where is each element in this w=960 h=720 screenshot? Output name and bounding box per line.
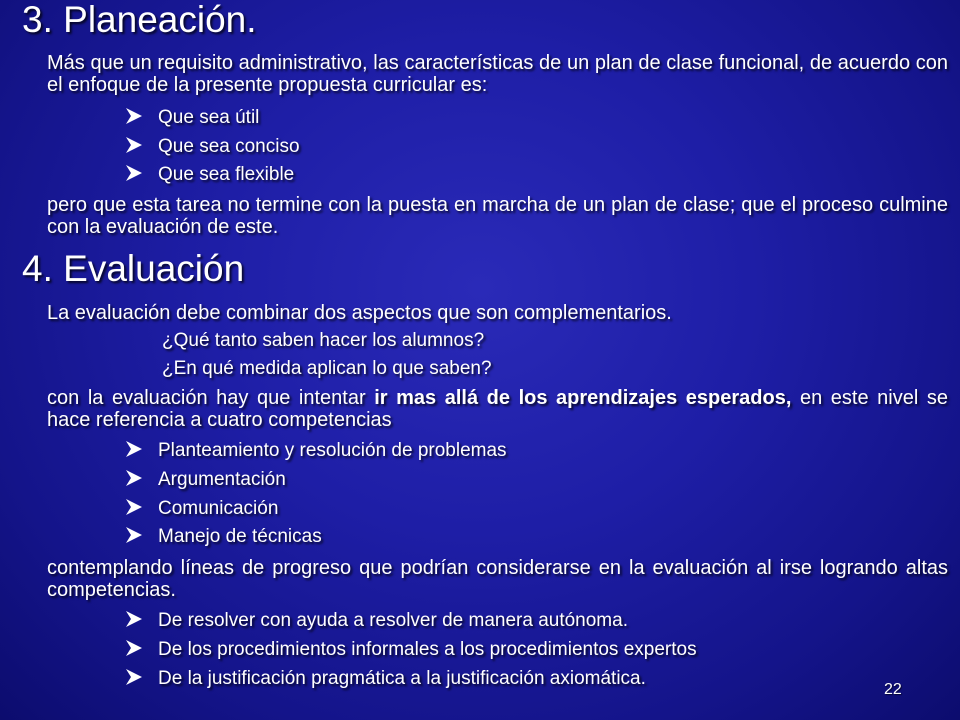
arrowhead-bullet-icon (124, 164, 158, 186)
question-item: ¿Qué tanto saben hacer los alumnos? (162, 330, 485, 351)
competencies-intro-emphasis: ir mas allá de los aprendizajes esperados, (374, 387, 792, 409)
competencies-intro-text-end: en este nivel se hace referencia a cuatro competencias (47, 387, 948, 431)
list-item-label: De los procedimientos informales a los procedimientos expertos (158, 639, 697, 660)
list-item-label: Comunicación (158, 498, 279, 519)
list-item-label: De la justificación pragmática a la justificación axiomática. (158, 668, 646, 689)
section-3-intro: Más que un requisito administrativo, las características de un plan de clase funcional, de acuerdo con el enfoque de la presente propuesta curricular es: (47, 52, 948, 96)
list-item (124, 440, 507, 462)
list-item (124, 668, 646, 690)
arrowhead-bullet-icon (124, 136, 158, 158)
arrowhead-bullet-icon (124, 639, 158, 661)
list-item-label: Que sea útil (158, 107, 260, 128)
list-item (124, 610, 628, 632)
section-3-closing: pero que esta tarea no termine con la puesta en marcha de un plan de clase; que el proceso culmine con la evaluación de este. (47, 194, 948, 238)
arrowhead-bullet-icon (124, 107, 158, 129)
list-item-label: Argumentación (158, 469, 286, 490)
arrowhead-bullet-icon (124, 498, 158, 520)
arrowhead-bullet-icon (124, 469, 158, 491)
competencies-intro-text: con la evaluación hay que intentar (47, 387, 375, 409)
page-number: 22 (884, 681, 902, 698)
section-3-heading: 3. Planeación. (22, 0, 257, 40)
list-item (124, 164, 294, 186)
list-item (124, 526, 322, 548)
arrowhead-bullet-icon (124, 668, 158, 690)
question-item: ¿En qué medida aplican lo que saben? (162, 358, 492, 379)
progress-intro: contemplando líneas de progreso que podrían considerarse en la evaluación al irse logrando altas competencias. (47, 557, 948, 601)
arrowhead-bullet-icon (124, 610, 158, 632)
list-item (124, 107, 259, 129)
list-item-label: De resolver con ayuda a resolver de manera autónoma. (158, 610, 628, 631)
list-item-label: Manejo de técnicas (158, 526, 322, 547)
list-item (124, 469, 286, 491)
section-4-intro: La evaluación debe combinar dos aspectos que son complementarios. (47, 302, 672, 324)
section-4-heading: 4. Evaluación (22, 248, 245, 289)
list-item (124, 498, 278, 520)
arrowhead-bullet-icon (124, 440, 158, 462)
list-item-label: Planteamiento y resolución de problemas (158, 440, 507, 461)
list-item (124, 639, 697, 661)
arrowhead-bullet-icon (124, 526, 158, 548)
list-item-label: Que sea conciso (158, 136, 300, 157)
competencies-intro (47, 387, 948, 431)
list-item-label: Que sea flexible (158, 164, 295, 185)
list-item (124, 136, 300, 158)
